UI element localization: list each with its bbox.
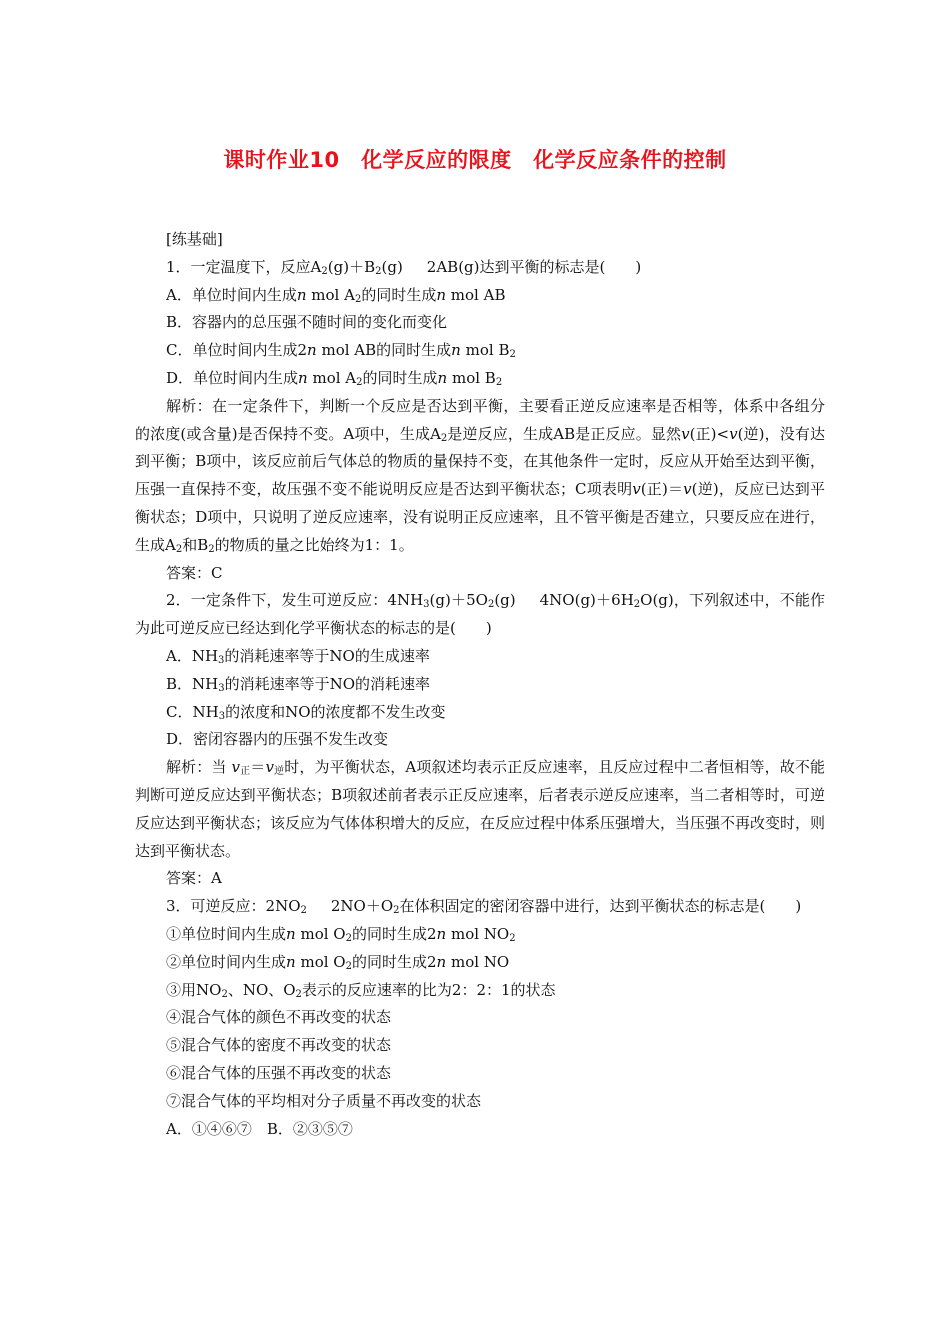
q3-item-4: ④混合气体的颜色不再改变的状态 — [166, 1008, 392, 1027]
q1-stem: 1．一定温度下，反应$A_2(g)+B_2(g)$ 2AB(g)达到平衡的标志是( ) — [166, 257, 642, 277]
q1-analysis: 解析：在一定条件下，判断一个反应是否达到平衡，主要看正逆反应速率是否相等，体系中各组分的浓度(或含量)是否保持不变。A项中，生成$A_2$是逆反应，生成AB是正反应。显然v(正)<v(逆)，没有达到平衡；B项中，该反应前后气体总的物质的量保持不变，在其他条件一定时，反应从开始至达到平衡，压强一直保持不变，故压强不变不能说明反应是否达到平衡状态；C项表明v(正)＝v(逆)，反应已达到平衡状态；D项中，只说明了逆反应速率，没有说明正反应速率，且不管平衡是否建立，只要反应在进行，生成$A_2$和$B_2$的物质的量之比始终为1：1。 — [135, 396, 825, 555]
q2-analysis: 解析：当 $v_正=v_逆$时，为平衡状态，A项叙述均表示正反应速率，且反应过程中二者恒相等，故不能判断可逆反应达到平衡状态；B项叙述前者表示正反应速率，后者表示逆反应速率，当二者相等时，可逆反应达到平衡状态；该反应为气体体积增大的反应，在反应过程中体系压强增大，当压强不再改变时，则达到平衡状态。 — [135, 758, 826, 860]
q1-answer: 答案：C — [166, 563, 223, 582]
page-title: 课时作业10 化学反应的限度 化学反应条件的控制 — [223, 148, 727, 172]
q2-stem: 2．一定条件下，发生可逆反应：$4NH_3(g)+5O_2(g)$ $4NO(g)+6H_2O(g)$，下列叙述中，不能作为此可逆反应已经达到化学平衡状态的标志的是( ) — [135, 591, 826, 638]
q2-answer: 答案：A — [166, 869, 222, 888]
q3-item-2: ②单位时间内生成n mol $O_2$的同时生成2n mol NO — [166, 952, 510, 972]
q3-item-6: ⑥混合气体的压强不再改变的状态 — [166, 1063, 392, 1082]
q2-option-b: B．$NH_3$的消耗速率等于NO的消耗速率 — [166, 674, 431, 694]
q3-item-5: ⑤混合气体的密度不再改变的状态 — [166, 1036, 392, 1055]
q3-options: A．①④⑥⑦ B．②③⑤⑦ — [166, 1119, 353, 1138]
q2-option-a: A．$NH_3$的消耗速率等于NO的生成速率 — [166, 646, 430, 666]
q2-option-c: C．$NH_3$的浓度和NO的浓度都不发生改变 — [166, 702, 446, 722]
q1-option-d: D．单位时间内生成n mol $A_2$的同时生成n mol $B_2$ — [166, 368, 503, 388]
q3-item-7: ⑦混合气体的平均相对分子质量不再改变的状态 — [166, 1091, 482, 1110]
q3-item-3: ③用$NO_2$、NO、$O_2$表示的反应速率的比为2：2：1的状态 — [166, 980, 556, 1000]
q3-stem: 3．可逆反应：$2NO_2$ $2NO+O_2$在体积固定的密闭容器中进行，达到平衡状态的标志是( ) — [166, 897, 802, 917]
section-label: [练基础] — [166, 230, 223, 248]
q3-item-1: ①单位时间内生成n mol $O_2$的同时生成2n mol $NO_2$ — [166, 924, 516, 944]
q1-option-c: C．单位时间内生成2n mol AB的同时生成n mol $B_2$ — [166, 341, 516, 361]
q1-option-a: A．单位时间内生成n mol $A_2$的同时生成n mol AB — [166, 285, 506, 305]
q1-option-b: B．容器内的总压强不随时间的变化而变化 — [166, 313, 448, 332]
q2-option-d: D．密闭容器内的压强不发生改变 — [166, 730, 389, 749]
document-body — [135, 226, 825, 1143]
